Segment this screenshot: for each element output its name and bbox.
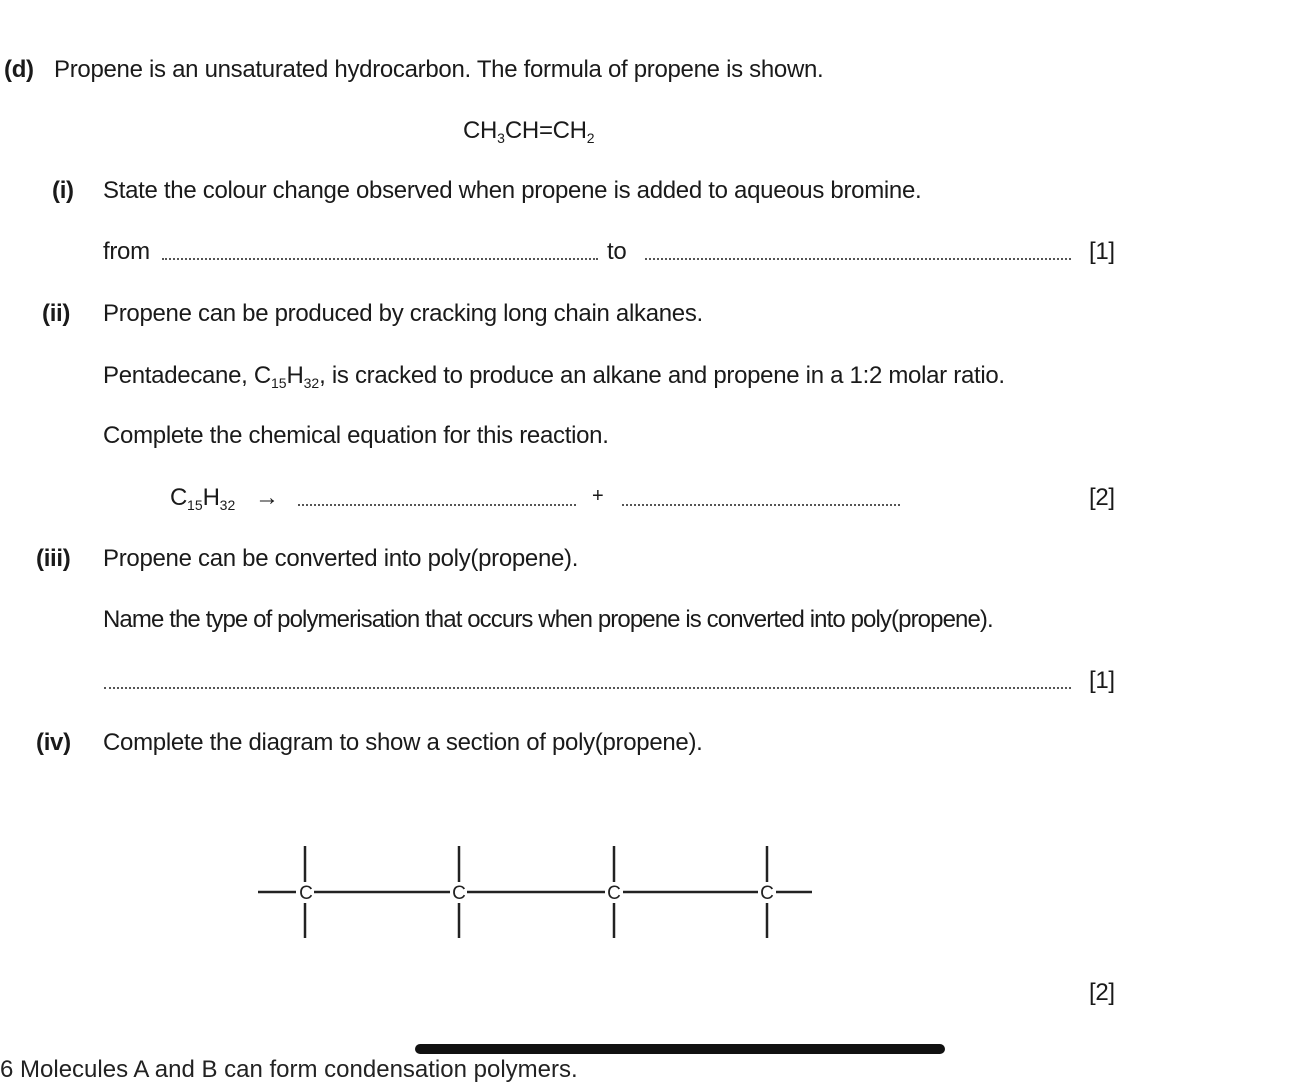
to-label: to (607, 238, 627, 265)
question-i-text: State the colour change observed when propene is added to aqueous bromine. (103, 177, 922, 204)
carbon-atom-2: C (452, 883, 466, 904)
marks-i: [1] (1089, 238, 1115, 265)
question-iii-line2: Name the type of polymerisation that occurs when propene is converted into poly(propene). (103, 606, 993, 633)
part-label-d: (d) (4, 56, 34, 83)
question-ii-line3: Complete the chemical equation for this reaction. (103, 422, 609, 449)
question-ii-line2: Pentadecane, $C_{15}H_{32}$, is cracked to produce an alkane and propene in a 1:2 molar ratio. (103, 362, 1005, 391)
from-label: from (103, 238, 150, 265)
carbon-atom-3: C (607, 883, 621, 904)
next-question-partial: 6 Molecules A and B can form condensation polymers. (0, 1056, 578, 1083)
marks-iii: [1] (1089, 667, 1115, 694)
carbon-atom-4: C (760, 883, 774, 904)
question-label-iv: (iv) (36, 729, 71, 756)
question-iv-text: Complete the diagram to show a section of poly(propene). (103, 729, 703, 756)
question-ii-line1: Propene can be produced by cracking long chain alkanes. (103, 300, 703, 327)
carbon-atom-1: C (299, 883, 313, 904)
question-label-ii: (ii) (42, 300, 71, 327)
marks-iv: [2] (1089, 979, 1115, 1006)
marks-ii: [2] (1089, 484, 1115, 511)
equation-reactant: $C_{15}H_{32}$ (170, 484, 236, 513)
question-label-i: (i) (52, 177, 74, 204)
reaction-arrow: → (255, 484, 279, 511)
question-label-iii: (iii) (36, 545, 71, 572)
home-indicator-bar[interactable] (415, 1044, 945, 1054)
part-d-intro: Propene is an unsaturated hydrocarbon. The formula of propene is shown. (54, 56, 824, 83)
propene-formula: $CH_3CH=CH_2$ (463, 117, 595, 146)
question-iii-line1: Propene can be converted into poly(propene). (103, 545, 579, 572)
plus-sign: + (592, 485, 604, 507)
